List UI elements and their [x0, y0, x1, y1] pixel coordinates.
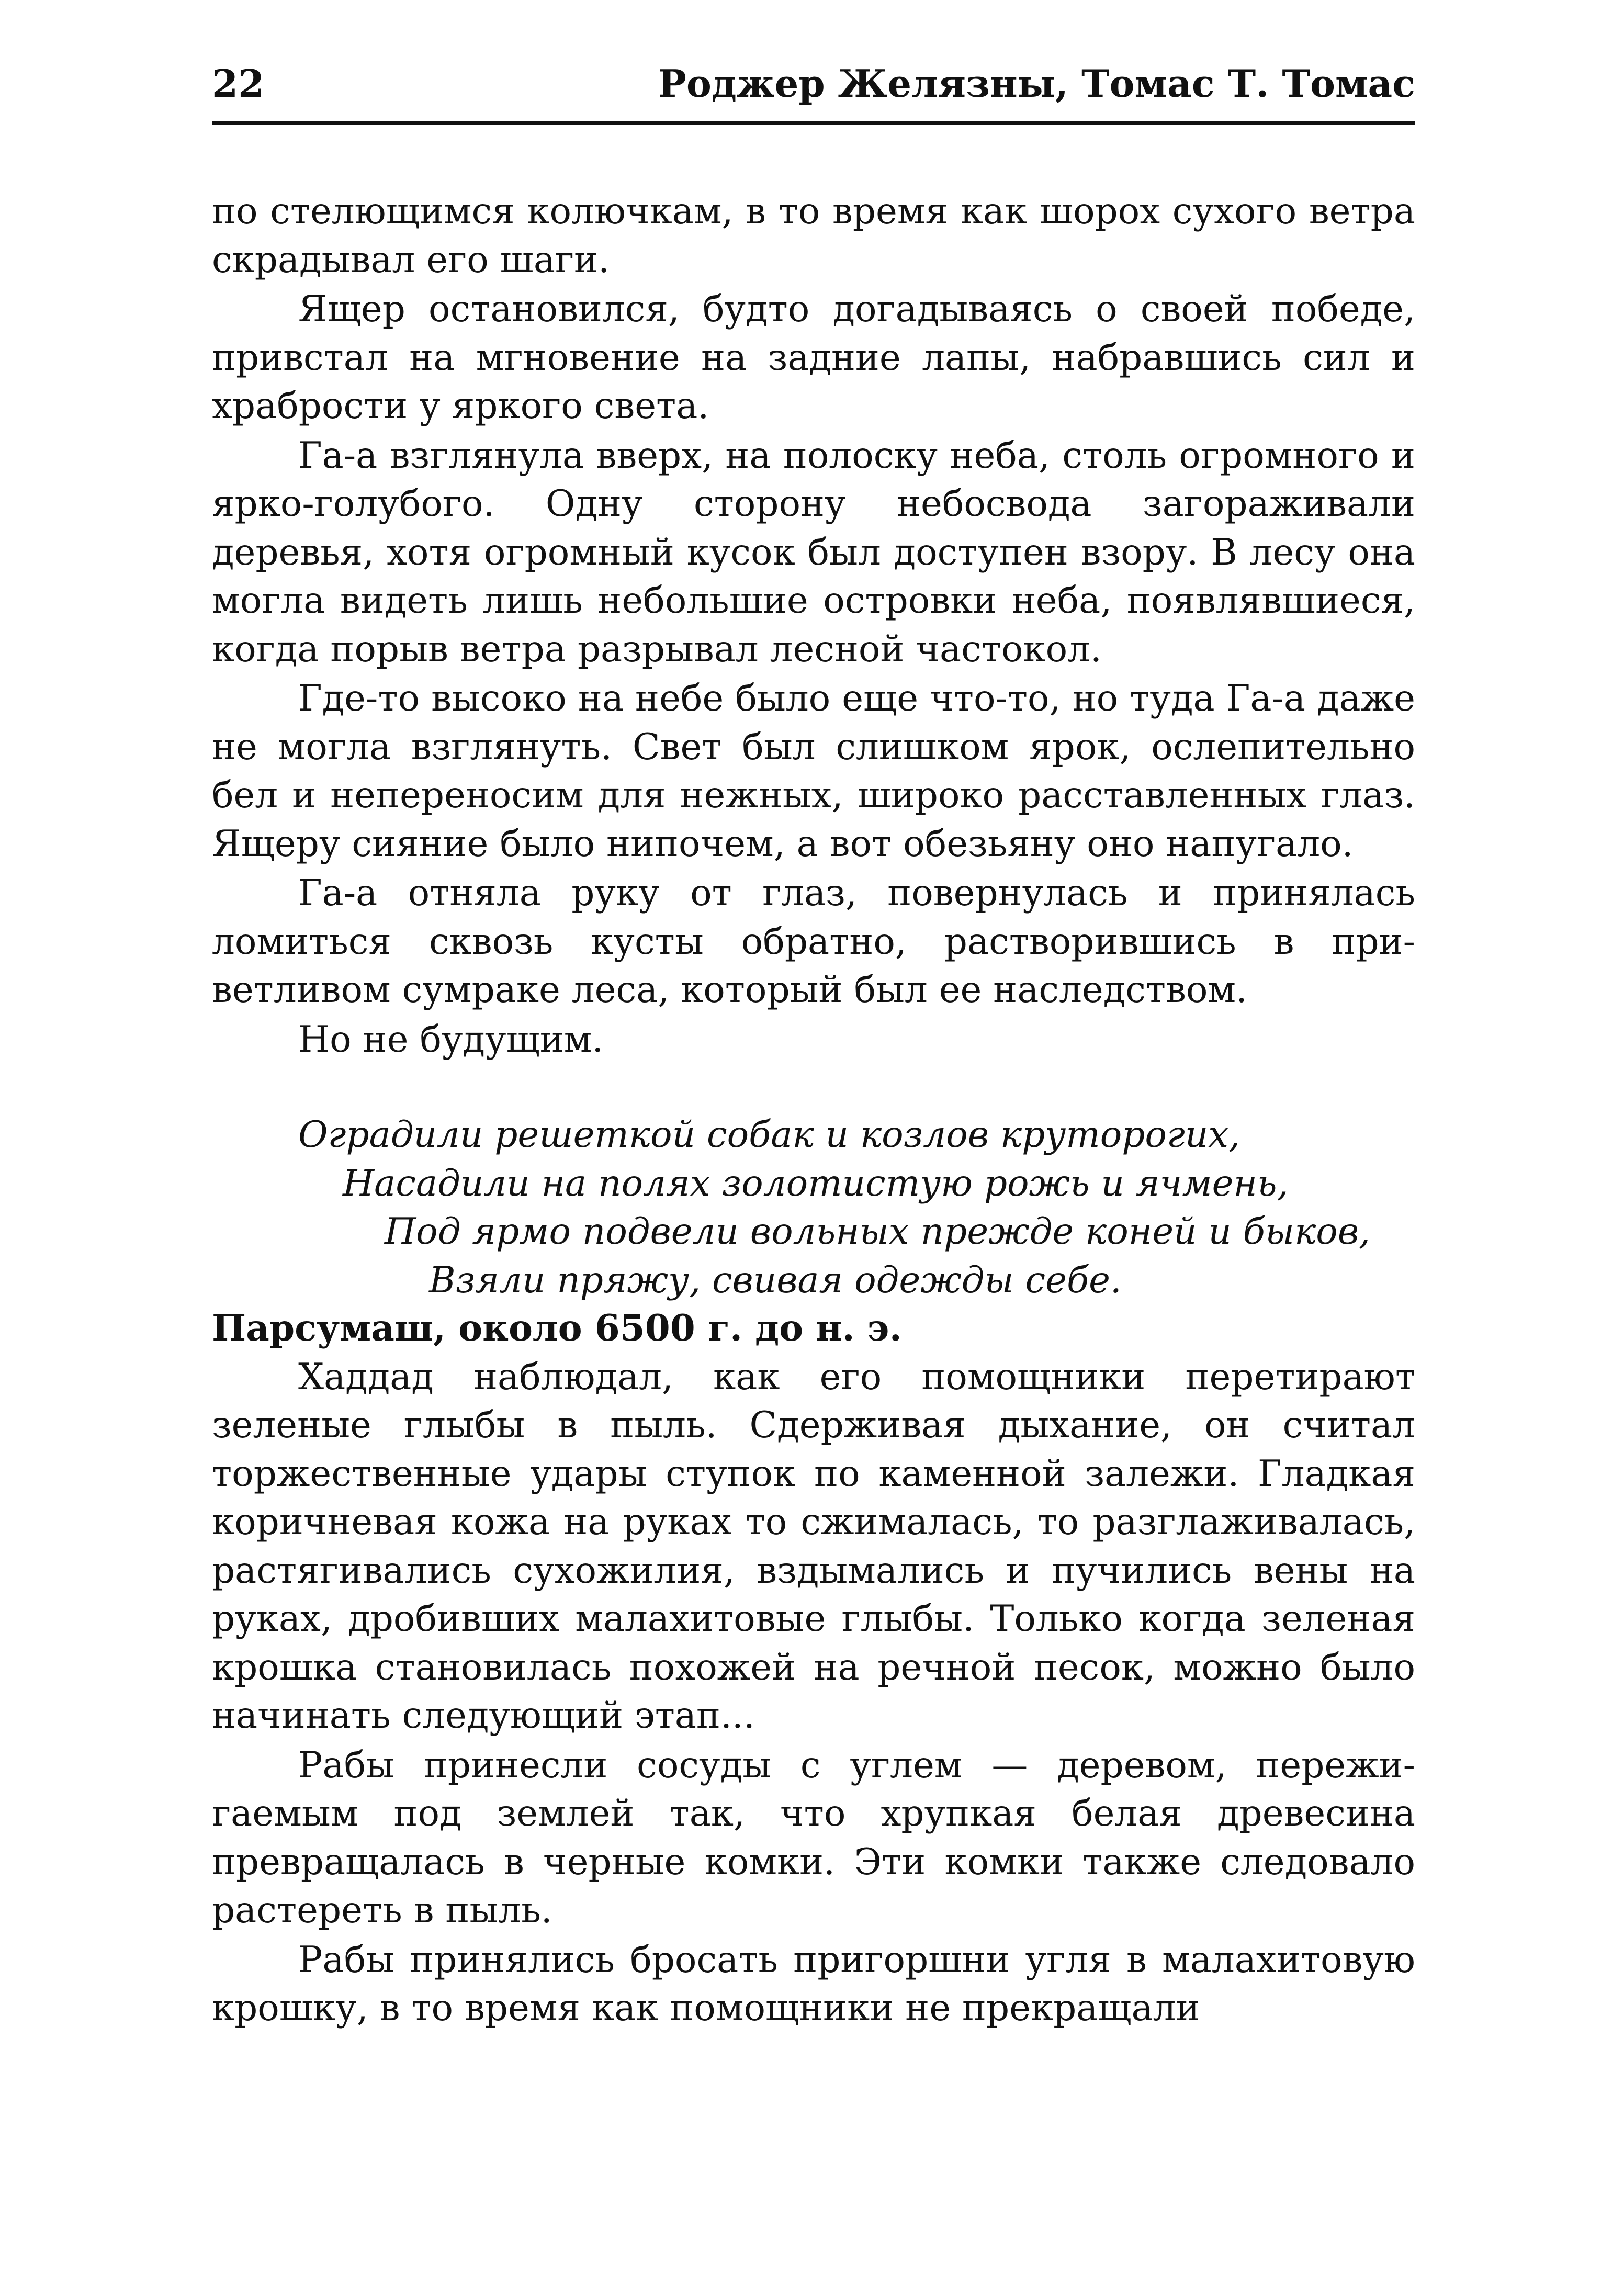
paragraph: Где-то высоко на небе было еще что-то, но туда Га-а даже не могла взглянуть. Свет был слишком ярок, ослепительно бел и непереносим для нежных, широко расставленных глаз. Ящеру сияние было нипочем, а вот обезьяну оно напугало. [212, 678, 1415, 865]
poem-line: Под ярмо подвели вольных прежде коней и быков, [385, 1211, 1370, 1253]
page-header [212, 58, 1415, 125]
book-page [212, 58, 1415, 2245]
paragraph: Га-а взглянула вверх, на полоску неба, столь огромного и ярко-голубого. Одну сторону небосвода загораживали деревья, хотя огромный кусок был доступен взору. В лесу она могла видеть лишь небольшие островки неба, появлявшиеся, когда порыв ветра разрывал лесной частокол. [212, 434, 1415, 670]
section-heading: Парсумаш, около 6500 г. до н. э. [212, 1307, 902, 1349]
poem-line: Насадили на полях золотистую рожь и ячмень, [343, 1162, 1289, 1204]
paragraph: Га-а отняла руку от глаз, повернулась и принялась ломиться сквозь кусты обратно, растворившись в приветливом сумраке леса, который был ее наследством. [212, 872, 1415, 1011]
poem-line: Оградили решеткой собак и козлов круторогих, [298, 1114, 1240, 1156]
running-head: Роджер Желязны, Томас Т. Томас [658, 61, 1415, 106]
page-number: 22 [212, 61, 265, 106]
poem-epigraph [212, 1111, 1415, 1304]
poem-line: Взяли пряжу, свивая одежды себе. [429, 1259, 1122, 1301]
paragraph: по стелющимся колючкам, в то время как шорох сухого ветра скрадывал его шаги. [212, 190, 1415, 281]
paragraph: Но не будущим. [298, 1018, 604, 1061]
body-text [212, 187, 1415, 2033]
paragraph: Хаддад наблюдал, как его помощники перетирают зеленые глыбы в пыль. Сдерживая дыхание, он считал торжественные удары ступок по каменной залежи. Гладкая коричневая кожа на руках то сжималась, то разглаживалась, растягивались сухожилия, вздымались и пучились вены на руках, дробивших малахитовые глыбы. Только когда зеленая крошка становилась похожей на речной песок, можно было начинать следующий этап... [212, 1356, 1415, 1737]
paragraph: Рабы принялись бросать пригоршни угля в малахитовую крошку, в то время как помощники не прекращали [212, 1939, 1415, 2029]
paragraph: Ящер остановился, будто догадываясь о своей победе, привстал на мгновение на задние лапы, набравшись сил и храбрости у яркого света. [212, 288, 1415, 427]
paragraph: Рабы принесли сосуды с углем — деревом, пережигаемым под землей так, что хрупкая белая древесина превращалась в черные комки. Эти комки также следовало растереть в пыль. [212, 1744, 1415, 1931]
